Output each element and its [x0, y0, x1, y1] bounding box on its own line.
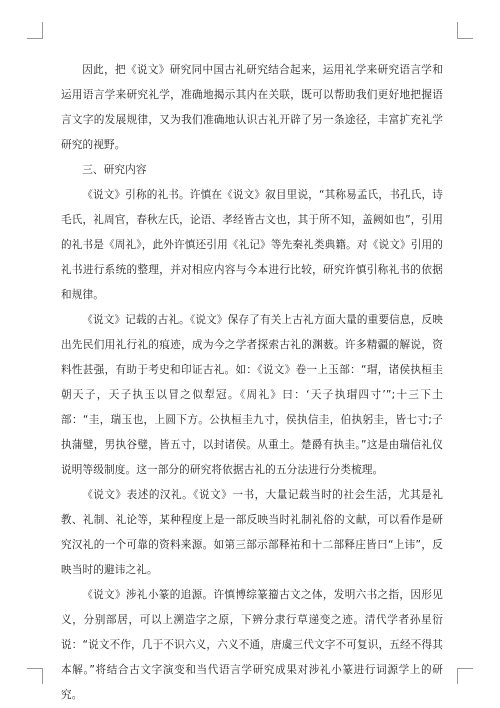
document-body — [61, 58, 443, 708]
crop-mark-top-right-v — [457, 22, 458, 38]
crop-mark-bottom-right-h — [457, 668, 473, 669]
crop-mark-top-right-h — [457, 38, 473, 39]
section-heading-research-content: 三、研究内容 — [82, 164, 147, 176]
crop-mark-bottom-left-h — [27, 668, 43, 669]
paragraph-seal-script-origins: 《说文》涉礼小篆的追源。许慎博综篆籀古文之体，发明六书之指，因形见义，分别部居，可以上溯造字之原，下辨分隶行草递变之迹。清代学者孙星衍说：“说文不作，几于不识六义，六义不通，唐虞三代文字不可复识，五经不得其本解。”将结合古文字演变和当代语言学研究成果对涉礼小篆进行词源学上的研究。 — [61, 589, 443, 701]
paragraph-ancient-rites: 《说文》记载的古礼。《说文》保存了有关上古礼方面大量的重要信息，反映出先民们用礼行礼的痕迹，成为今之学者探索古礼的渊薮。许多精疆的解说，资料性甚强，有助于考史和印证古礼。如：《说文》卷一上玉部：“瑁，诸侯执桓圭朝天子，天子执玉以冒之似犁冠。《周礼》曰：‘天子执瑁四寸’”;十三下土部：“圭，瑞玉也，上圆下方。公执桓圭九寸，侯执信圭，伯执躬圭，皆七寸;子执蒲璧，男执谷璧，皆五寸，以封诸侯。从重土。楚爵有执圭。”这是由瑞信礼仪说明等级制度。这一部分的研究将依据古礼的五分法进行分类梳理。 — [61, 314, 443, 476]
paragraph-han-rites: 《说文》表述的汉礼。《说文》一书，大量记载当时的社会生活，尤其是礼教、礼制、礼论等，某种程度上是一部反映当时礼制礼俗的文献，可以看作是研究汉礼的一个可靠的资料来源。如第三部示部释祐和十二部释庄皆曰“上讳”，反映当时的避讳之礼。 — [61, 489, 443, 576]
crop-mark-bottom-right-v — [457, 668, 458, 684]
paragraph-intro-conclusion: 因此，把《说文》研究同中国古礼研究结合起来，运用礼学来研究语言学和运用语言学来研究礼学，准确地揭示其内在关联，既可以帮助我们更好地把握语言文字的发展规律，又为我们准确地认识古礼开辟了另一条途径，丰富扩充礼学研究的视野。 — [61, 64, 443, 151]
paragraph-cited-ritual-books: 《说文》引称的礼书。许慎在《说文》叙目里说，“其称易孟氏，书孔氏，诗毛氏，礼周官，春秋左氏，论语、孝经皆古文也，其于所不知，盖阙如也”，引用的礼书是《周礼》，此外许慎还引用《礼记》等先秦礼类典籍。对《说文》引用的礼书进行系统的整理，并对相应内容与今本进行比较，研究许慎引称礼书的依据和规律。 — [61, 189, 443, 301]
crop-mark-bottom-left-v — [42, 668, 43, 684]
crop-mark-top-left-h — [27, 38, 43, 39]
crop-mark-top-left-v — [42, 22, 43, 38]
